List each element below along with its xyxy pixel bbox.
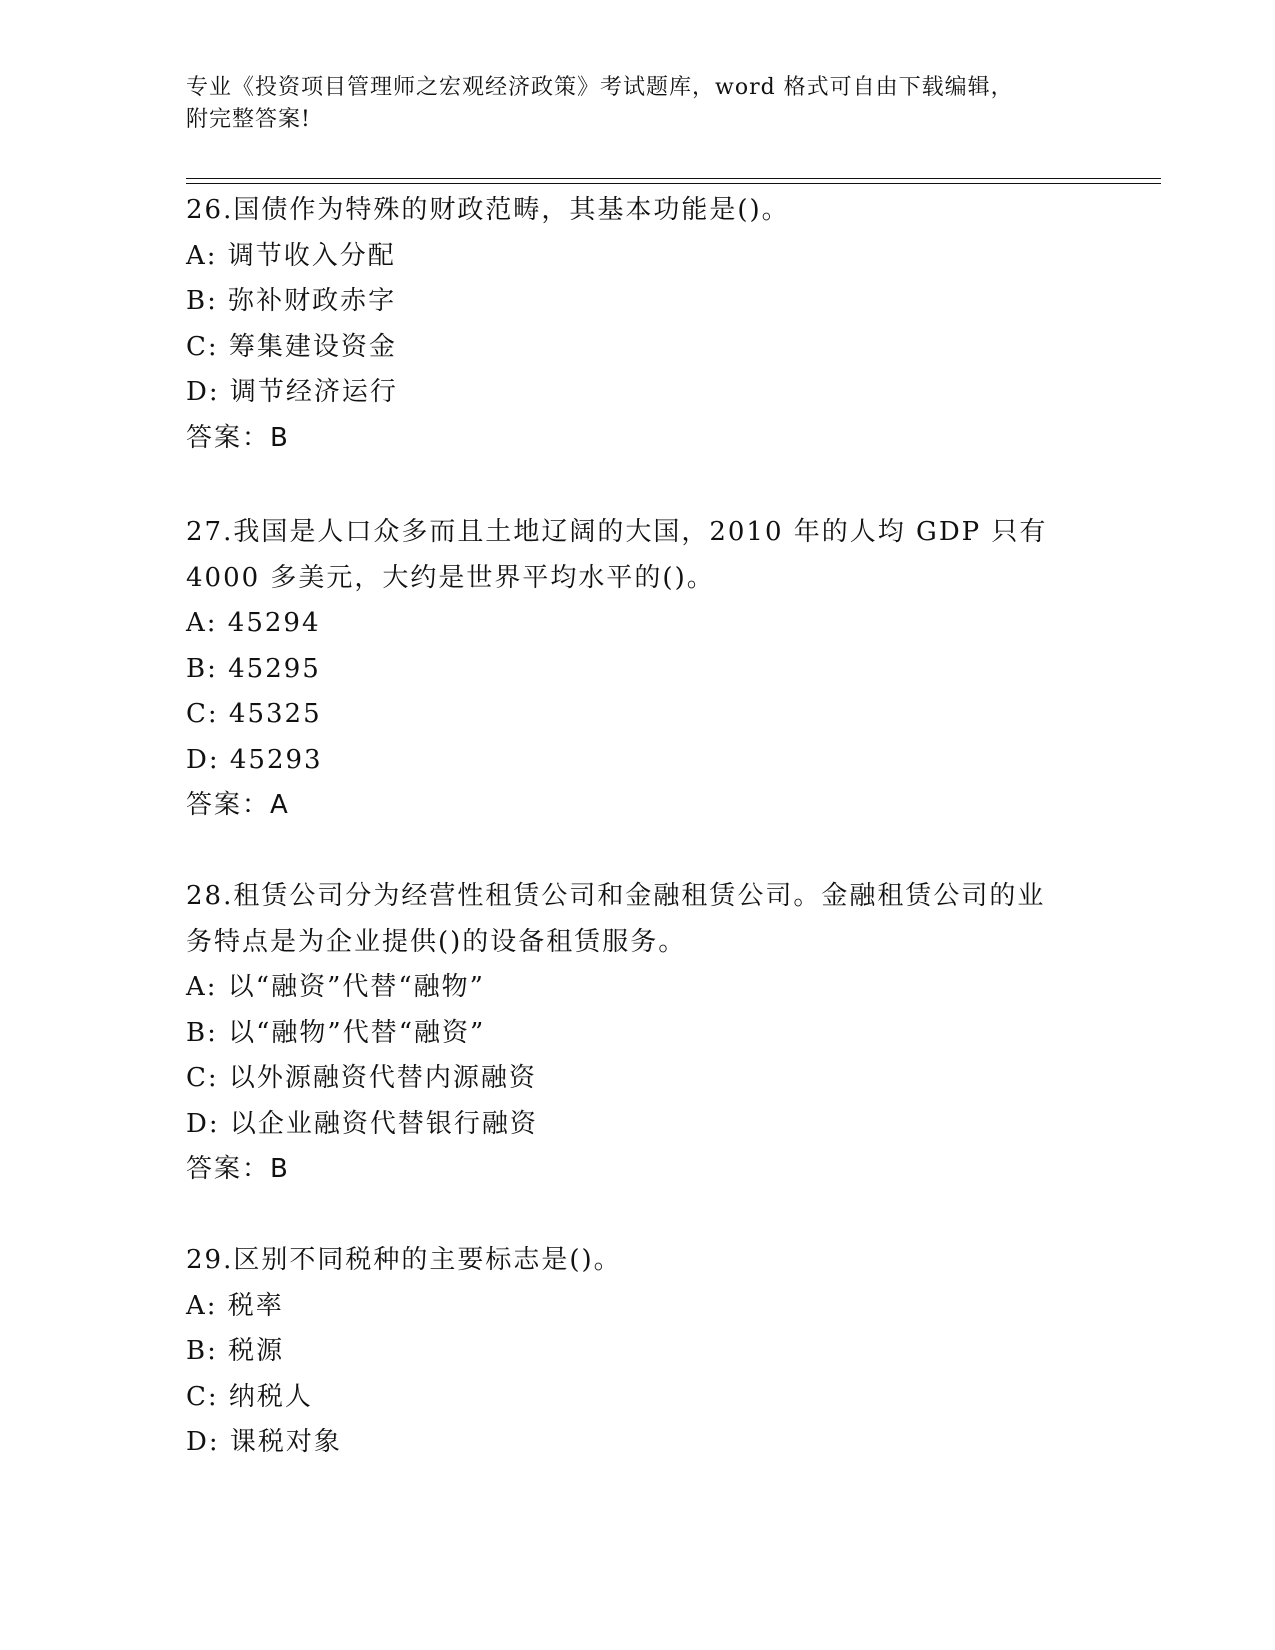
question-stem: 27.我国是人口众多而且土地辽阔的大国，2010 年的人均 GDP 只有 (186, 517, 1048, 547)
option-a: A: 税率 (186, 1290, 284, 1321)
option-d: D: 以企业融资代替银行融资 (186, 1108, 538, 1139)
header-rule-top (186, 178, 1161, 179)
option-b: B: 弥补财政赤字 (186, 286, 397, 316)
header-line-1: 专业《投资项目管理师之宏观经济政策》考试题库，word 格式可自由下载编辑， (186, 75, 1014, 100)
answer: 答案：A (186, 790, 290, 820)
document-header (186, 72, 1086, 136)
option-c: C: 以外源融资代替内源融资 (186, 1063, 537, 1093)
question-28 (186, 874, 1106, 1193)
question-27 (186, 510, 1106, 829)
answer: 答案：B (186, 422, 290, 453)
option-a: A: 调节收入分配 (186, 240, 396, 271)
question-stem-continued: 4000 多美元，大约是世界平均水平的()。 (186, 562, 715, 593)
question-stem-continued: 务特点是为企业提供()的设备租赁服务。 (186, 926, 687, 957)
question-stem: 28.租赁公司分为经营性租赁公司和金融租赁公司。金融租赁公司的业 (186, 881, 1046, 911)
header-rule-bottom (186, 183, 1161, 184)
question-stem: 26.国债作为特殊的财政范畴，其基本功能是()。 (186, 195, 790, 225)
option-a: A: 以“融资”代替“融物” (186, 972, 485, 1002)
option-a: A: 45294 (186, 608, 321, 638)
header-line-2: 附完整答案! (186, 107, 311, 132)
option-d: D: 课税对象 (186, 1427, 342, 1457)
option-c: C: 45325 (186, 699, 322, 729)
option-b: B: 以“融物”代替“融资” (186, 1017, 486, 1048)
question-stem: 29.区别不同税种的主要标志是()。 (186, 1245, 622, 1275)
question-29 (186, 1238, 1106, 1466)
option-b: B: 45295 (186, 653, 321, 684)
option-d: D: 调节经济运行 (186, 377, 398, 407)
option-c: C: 筹集建设资金 (186, 331, 397, 362)
option-c: C: 纳税人 (186, 1381, 313, 1412)
question-26 (186, 188, 1106, 461)
option-d: D: 45293 (186, 744, 323, 775)
option-b: B: 税源 (186, 1336, 285, 1366)
answer: 答案：B (186, 1154, 290, 1184)
